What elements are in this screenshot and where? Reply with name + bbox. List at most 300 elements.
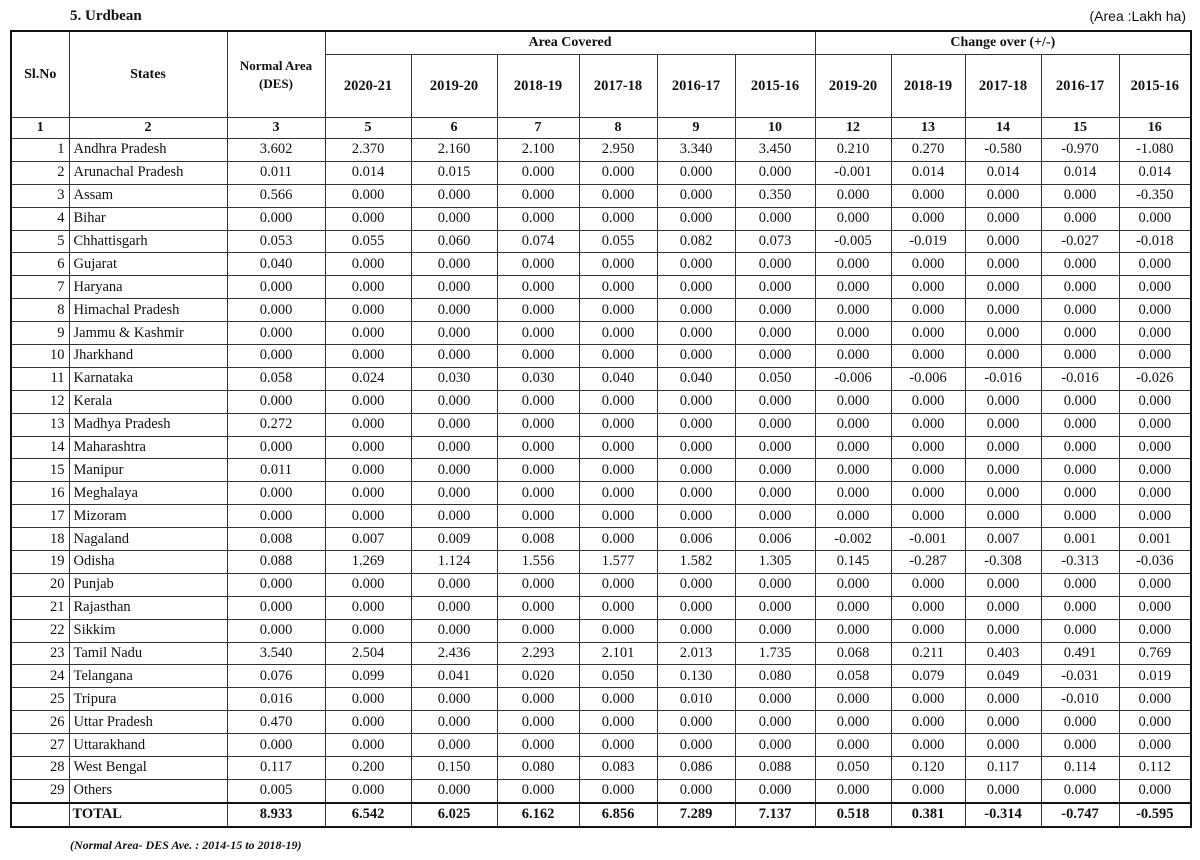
column-number: 5: [325, 118, 411, 139]
row-value: -0.036: [1119, 551, 1191, 574]
row-value: 0.000: [579, 459, 657, 482]
row-value: 0.055: [579, 230, 657, 253]
row-value: 0.000: [657, 505, 735, 528]
row-value: 0.000: [965, 413, 1041, 436]
table-row: [11, 413, 1191, 436]
row-value: 0.000: [411, 779, 497, 802]
total-value: 7.137: [735, 803, 815, 827]
row-value: 0.000: [891, 505, 965, 528]
table-row: [11, 276, 1191, 299]
row-state-name: Others: [69, 779, 227, 802]
row-value: 0.007: [965, 528, 1041, 551]
row-sl-no: 27: [11, 734, 69, 757]
column-number: 7: [497, 118, 579, 139]
row-value: 0.491: [1041, 642, 1119, 665]
row-state-name: Meghalaya: [69, 482, 227, 505]
row-value: 0.000: [325, 688, 411, 711]
row-sl-no: 26: [11, 711, 69, 734]
row-value: 0.000: [325, 734, 411, 757]
row-state-name: Mizoram: [69, 505, 227, 528]
row-value: 0.068: [815, 642, 891, 665]
row-value: 0.000: [657, 253, 735, 276]
row-value: 0.000: [579, 207, 657, 230]
row-value: 0.000: [227, 322, 325, 345]
row-value: 0.000: [1119, 459, 1191, 482]
table-row: [11, 253, 1191, 276]
row-value: 0.000: [1041, 734, 1119, 757]
column-number: 1: [11, 118, 69, 139]
row-value: 0.000: [815, 596, 891, 619]
row-value: 0.080: [735, 665, 815, 688]
row-value: 0.080: [497, 757, 579, 780]
row-value: 0.000: [815, 299, 891, 322]
column-number: 9: [657, 118, 735, 139]
row-value: -0.019: [891, 230, 965, 253]
row-value: 0.114: [1041, 757, 1119, 780]
row-value: 0.000: [497, 413, 579, 436]
row-value: 0.000: [497, 390, 579, 413]
row-value: 0.000: [227, 390, 325, 413]
row-value: 0.000: [325, 322, 411, 345]
row-value: 0.000: [227, 276, 325, 299]
row-value: 0.000: [579, 482, 657, 505]
row-value: 0.000: [497, 459, 579, 482]
total-value: 6.162: [497, 803, 579, 827]
row-value: 0.000: [497, 299, 579, 322]
row-value: 0.000: [657, 734, 735, 757]
row-value: 0.000: [891, 322, 965, 345]
row-value: 0.000: [497, 688, 579, 711]
row-value: 0.015: [411, 161, 497, 184]
row-value: 0.014: [1119, 161, 1191, 184]
row-value: 0.000: [325, 482, 411, 505]
row-state-name: Uttarakhand: [69, 734, 227, 757]
row-value: 0.000: [1119, 276, 1191, 299]
row-value: 0.000: [657, 482, 735, 505]
row-value: 0.000: [1041, 573, 1119, 596]
row-value: 0.000: [1041, 184, 1119, 207]
row-value: 0.000: [579, 276, 657, 299]
row-value: 0.000: [227, 207, 325, 230]
row-value: 0.000: [891, 253, 965, 276]
row-value: 0.000: [1119, 688, 1191, 711]
row-value: 0.000: [891, 482, 965, 505]
row-value: 0.040: [227, 253, 325, 276]
row-state-name: Uttar Pradesh: [69, 711, 227, 734]
total-value: -0.747: [1041, 803, 1119, 827]
row-value: -0.308: [965, 551, 1041, 574]
total-value: 6.856: [579, 803, 657, 827]
row-value: 0.200: [325, 757, 411, 780]
row-value: 0.000: [735, 299, 815, 322]
row-value: 0.000: [815, 573, 891, 596]
table-row: [11, 436, 1191, 459]
row-value: 0.011: [227, 161, 325, 184]
row-value: 0.000: [497, 734, 579, 757]
row-value: -0.026: [1119, 367, 1191, 390]
row-value: 0.014: [965, 161, 1041, 184]
column-number: 12: [815, 118, 891, 139]
row-value: 0.000: [965, 779, 1041, 802]
row-value: -0.001: [891, 528, 965, 551]
column-number: 14: [965, 118, 1041, 139]
table-row: [11, 505, 1191, 528]
row-value: 0.270: [891, 139, 965, 162]
row-value: 0.000: [965, 459, 1041, 482]
row-value: 0.000: [891, 619, 965, 642]
row-value: 0.000: [735, 253, 815, 276]
table-row: [11, 459, 1191, 482]
row-value: 0.000: [1041, 207, 1119, 230]
row-value: 0.000: [815, 207, 891, 230]
row-value: 0.000: [1119, 436, 1191, 459]
row-state-name: Haryana: [69, 276, 227, 299]
row-value: 0.000: [579, 161, 657, 184]
header-change-year: 2016-17: [1041, 55, 1119, 118]
row-value: 0.014: [1041, 161, 1119, 184]
row-value: 0.000: [1119, 619, 1191, 642]
row-value: 0.000: [497, 482, 579, 505]
total-value: -0.595: [1119, 803, 1191, 827]
row-sl-no: 19: [11, 551, 69, 574]
table-row: [11, 161, 1191, 184]
row-value: 0.000: [965, 436, 1041, 459]
table-row: [11, 688, 1191, 711]
row-value: 0.000: [815, 711, 891, 734]
row-value: 2.160: [411, 139, 497, 162]
row-value: 0.000: [411, 459, 497, 482]
row-value: 0.099: [325, 665, 411, 688]
row-value: 0.041: [411, 665, 497, 688]
table-row: [11, 573, 1191, 596]
header-change-year: 2017-18: [965, 55, 1041, 118]
row-value: 0.000: [815, 619, 891, 642]
table-row: [11, 665, 1191, 688]
row-value: 0.000: [579, 436, 657, 459]
row-value: 0.117: [965, 757, 1041, 780]
row-value: 2.436: [411, 642, 497, 665]
row-value: 0.000: [657, 711, 735, 734]
row-value: 2.101: [579, 642, 657, 665]
row-value: 0.000: [1041, 345, 1119, 368]
row-sl-no: 14: [11, 436, 69, 459]
row-value: 0.000: [891, 711, 965, 734]
row-value: 0.000: [579, 573, 657, 596]
row-value: 0.000: [579, 299, 657, 322]
row-value: 0.000: [411, 734, 497, 757]
header-change-over: Change over (+/-): [815, 31, 1191, 55]
row-value: 0.000: [965, 573, 1041, 596]
row-value: 0.000: [411, 253, 497, 276]
row-value: 1.735: [735, 642, 815, 665]
table-row: [11, 711, 1191, 734]
row-value: 0.058: [815, 665, 891, 688]
row-value: 0.000: [579, 345, 657, 368]
row-value: 0.000: [965, 322, 1041, 345]
row-value: 3.450: [735, 139, 815, 162]
header-normal-area: Normal Area (DES): [227, 31, 325, 118]
row-value: 0.008: [227, 528, 325, 551]
row-value: 1.305: [735, 551, 815, 574]
row-value: 0.058: [227, 367, 325, 390]
row-value: 0.000: [325, 184, 411, 207]
row-value: 0.000: [1041, 459, 1119, 482]
row-value: 0.000: [497, 596, 579, 619]
row-value: 0.006: [735, 528, 815, 551]
row-value: 0.030: [411, 367, 497, 390]
row-value: 0.079: [891, 665, 965, 688]
row-value: 0.000: [579, 688, 657, 711]
total-value: 6.542: [325, 803, 411, 827]
row-value: 0.000: [1041, 322, 1119, 345]
row-sl-no: 7: [11, 276, 69, 299]
row-value: 0.000: [325, 413, 411, 436]
row-value: 0.000: [891, 413, 965, 436]
row-value: 0.000: [579, 619, 657, 642]
row-value: 0.000: [1041, 619, 1119, 642]
row-value: 0.000: [657, 459, 735, 482]
row-value: 3.540: [227, 642, 325, 665]
row-value: 0.014: [325, 161, 411, 184]
row-value: 0.000: [965, 482, 1041, 505]
row-value: 0.000: [325, 299, 411, 322]
row-value: 0.073: [735, 230, 815, 253]
table-title: 5. Urdbean: [70, 8, 142, 24]
row-value: 0.088: [227, 551, 325, 574]
row-value: 0.074: [497, 230, 579, 253]
row-sl-no: 25: [11, 688, 69, 711]
row-value: 0.000: [227, 482, 325, 505]
row-value: 0.000: [411, 276, 497, 299]
row-value: 2.013: [657, 642, 735, 665]
table-row: [11, 184, 1191, 207]
row-value: 0.000: [1119, 734, 1191, 757]
row-value: 0.050: [579, 665, 657, 688]
table-row: [11, 528, 1191, 551]
column-number: 13: [891, 118, 965, 139]
row-value: 0.007: [325, 528, 411, 551]
row-sl-no: 9: [11, 322, 69, 345]
row-value: 0.000: [815, 253, 891, 276]
row-value: 0.000: [657, 184, 735, 207]
header-change-year: 2015-16: [1119, 55, 1191, 118]
row-value: 0.000: [965, 596, 1041, 619]
row-sl-no: 22: [11, 619, 69, 642]
row-value: 0.000: [735, 390, 815, 413]
row-value: 0.000: [735, 436, 815, 459]
row-sl-no: 2: [11, 161, 69, 184]
row-value: 0.000: [965, 734, 1041, 757]
row-value: 0.000: [579, 390, 657, 413]
table-row: [11, 642, 1191, 665]
row-value: 2.293: [497, 642, 579, 665]
row-value: 0.000: [657, 413, 735, 436]
row-value: 0.000: [325, 711, 411, 734]
row-value: 0.000: [657, 436, 735, 459]
row-value: 0.000: [735, 596, 815, 619]
row-value: 3.340: [657, 139, 735, 162]
row-sl-no: 8: [11, 299, 69, 322]
row-value: 0.000: [579, 734, 657, 757]
row-value: 0.000: [815, 276, 891, 299]
row-state-name: Kerala: [69, 390, 227, 413]
header-area-year: 2018-19: [497, 55, 579, 118]
header-states: States: [69, 31, 227, 118]
table-row: [11, 390, 1191, 413]
row-state-name: Nagaland: [69, 528, 227, 551]
row-value: 0.000: [411, 573, 497, 596]
row-value: 0.000: [657, 161, 735, 184]
row-state-name: Tripura: [69, 688, 227, 711]
row-value: 0.000: [497, 711, 579, 734]
row-value: 0.000: [735, 207, 815, 230]
row-value: 0.000: [497, 207, 579, 230]
header-area-covered: Area Covered: [325, 31, 815, 55]
row-value: 0.011: [227, 459, 325, 482]
row-value: 0.000: [815, 779, 891, 802]
table-row: [11, 367, 1191, 390]
row-value: 0.000: [579, 413, 657, 436]
row-value: 0.000: [891, 734, 965, 757]
header-area-year: 2019-20: [411, 55, 497, 118]
column-number: 8: [579, 118, 657, 139]
table-row: [11, 734, 1191, 757]
row-value: 0.000: [735, 688, 815, 711]
row-value: 0.000: [411, 184, 497, 207]
row-value: -0.287: [891, 551, 965, 574]
row-value: 0.000: [497, 619, 579, 642]
row-value: 0.016: [227, 688, 325, 711]
header-change-year: 2018-19: [891, 55, 965, 118]
row-value: 0.000: [735, 619, 815, 642]
row-value: 2.370: [325, 139, 411, 162]
row-value: -0.016: [965, 367, 1041, 390]
row-value: 0.000: [579, 596, 657, 619]
row-value: 0.000: [1041, 276, 1119, 299]
table-row: [11, 230, 1191, 253]
row-value: 0.000: [735, 779, 815, 802]
row-value: 2.504: [325, 642, 411, 665]
total-sl-blank: [11, 803, 69, 827]
row-value: 0.000: [815, 184, 891, 207]
row-value: 0.000: [735, 459, 815, 482]
row-value: 0.470: [227, 711, 325, 734]
row-state-name: Jammu & Kashmir: [69, 322, 227, 345]
row-value: 0.014: [891, 161, 965, 184]
row-value: -0.027: [1041, 230, 1119, 253]
total-row: [11, 803, 1191, 827]
row-value: 0.210: [815, 139, 891, 162]
row-value: -0.350: [1119, 184, 1191, 207]
row-value: 0.053: [227, 230, 325, 253]
row-sl-no: 6: [11, 253, 69, 276]
row-value: -0.006: [891, 367, 965, 390]
row-value: -0.016: [1041, 367, 1119, 390]
row-value: 0.040: [657, 367, 735, 390]
row-value: 0.000: [891, 276, 965, 299]
row-value: 0.000: [735, 734, 815, 757]
column-number: 10: [735, 118, 815, 139]
table-row: [11, 207, 1191, 230]
total-value: 0.381: [891, 803, 965, 827]
column-number: 6: [411, 118, 497, 139]
row-value: 0.000: [735, 573, 815, 596]
row-value: 0.000: [227, 619, 325, 642]
column-number: 2: [69, 118, 227, 139]
row-value: 0.000: [1119, 345, 1191, 368]
row-value: 0.000: [815, 505, 891, 528]
row-value: 0.000: [579, 184, 657, 207]
row-value: 0.000: [411, 345, 497, 368]
row-value: 0.000: [965, 253, 1041, 276]
row-sl-no: 1: [11, 139, 69, 162]
total-value: 8.933: [227, 803, 325, 827]
total-label: TOTAL: [69, 803, 227, 827]
table-row: [11, 139, 1191, 162]
row-value: 0.000: [1041, 436, 1119, 459]
row-value: 0.000: [579, 779, 657, 802]
row-value: 0.000: [891, 779, 965, 802]
row-value: 0.000: [965, 276, 1041, 299]
row-value: 0.000: [497, 276, 579, 299]
row-value: 0.010: [657, 688, 735, 711]
row-value: 0.008: [497, 528, 579, 551]
row-value: -0.580: [965, 139, 1041, 162]
row-value: 0.000: [965, 207, 1041, 230]
row-value: 0.000: [227, 299, 325, 322]
row-value: 0.082: [657, 230, 735, 253]
total-value: 0.518: [815, 803, 891, 827]
row-value: 0.000: [497, 573, 579, 596]
row-value: 0.000: [965, 619, 1041, 642]
row-value: 0.000: [1041, 779, 1119, 802]
row-value: 0.000: [1119, 482, 1191, 505]
table-row: [11, 619, 1191, 642]
row-value: 0.024: [325, 367, 411, 390]
row-value: 0.000: [657, 207, 735, 230]
header-area-year: 2016-17: [657, 55, 735, 118]
row-value: 0.000: [891, 688, 965, 711]
row-state-name: Himachal Pradesh: [69, 299, 227, 322]
row-state-name: Manipur: [69, 459, 227, 482]
row-value: 0.000: [815, 345, 891, 368]
row-sl-no: 16: [11, 482, 69, 505]
row-value: 0.000: [227, 505, 325, 528]
row-sl-no: 21: [11, 596, 69, 619]
row-value: 0.000: [325, 459, 411, 482]
row-state-name: Tamil Nadu: [69, 642, 227, 665]
row-value: 0.000: [965, 299, 1041, 322]
row-value: 0.000: [965, 184, 1041, 207]
row-state-name: Assam: [69, 184, 227, 207]
row-value: 0.000: [411, 596, 497, 619]
row-value: 0.000: [1119, 573, 1191, 596]
row-state-name: Odisha: [69, 551, 227, 574]
row-value: -1.080: [1119, 139, 1191, 162]
header-area-year: 2015-16: [735, 55, 815, 118]
column-number: 15: [1041, 118, 1119, 139]
row-value: -0.018: [1119, 230, 1191, 253]
row-value: 0.000: [657, 276, 735, 299]
row-value: 0.000: [579, 505, 657, 528]
row-sl-no: 15: [11, 459, 69, 482]
row-state-name: Punjab: [69, 573, 227, 596]
row-value: 0.009: [411, 528, 497, 551]
row-value: 0.272: [227, 413, 325, 436]
row-value: 0.000: [1119, 253, 1191, 276]
row-value: 0.000: [497, 505, 579, 528]
row-value: 0.000: [735, 413, 815, 436]
